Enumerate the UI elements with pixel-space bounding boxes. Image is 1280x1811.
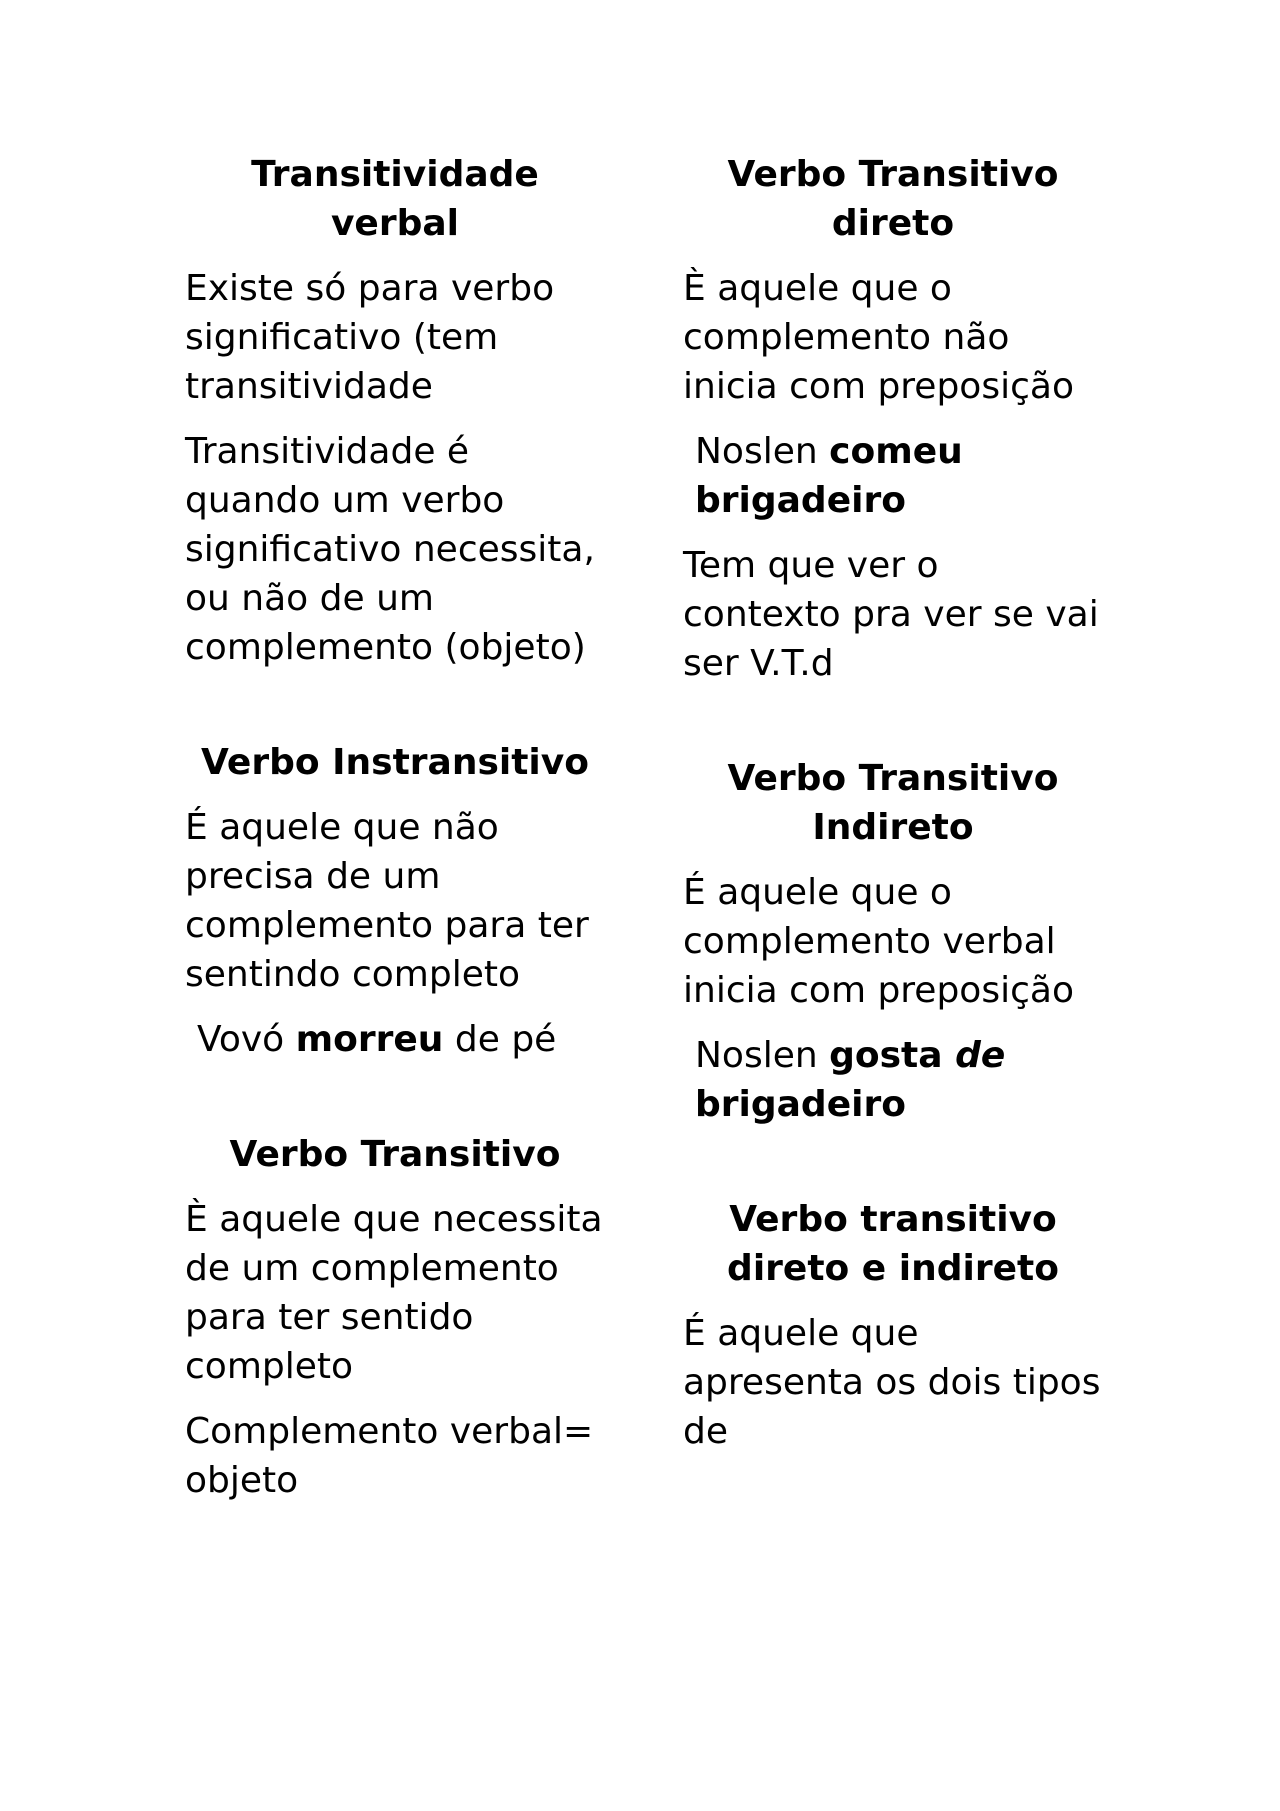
- example-verb: morreu: [295, 1019, 444, 1060]
- example-verb: gosta: [829, 1035, 956, 1076]
- heading-verbo-transitivo: Verbo Transitivo: [229, 1134, 561, 1175]
- paragraph-existe: Existe só para verbo significativo (tem transitividade: [185, 268, 555, 407]
- example-intransitivo: [185, 1015, 605, 1064]
- heading-transitividade-verbal: Transitividade verbal: [251, 154, 539, 244]
- heading-verbo-intransitivo: Verbo Instransitivo: [201, 742, 589, 783]
- example-verb-object: comeu brigadeiro: [695, 431, 963, 521]
- right-column: [683, 150, 1103, 1456]
- example-vti: [683, 1031, 1103, 1129]
- example-vtd: [683, 427, 1103, 525]
- paragraph-transitivo-definicao: È aquele que necessita de um complemento para ter sentido completo: [185, 1199, 603, 1387]
- example-text: Noslen: [695, 431, 830, 472]
- example-object: brigadeiro: [695, 1084, 906, 1125]
- paragraph-vtd-contexto: Tem que ver o contexto pra ver se vai ser V.T.d: [683, 545, 1099, 684]
- paragraph-vtd-definicao: È aquele que o complemento não inicia com preposição: [683, 268, 1074, 407]
- left-column: [185, 150, 605, 1505]
- paragraph-transitividade-definicao: Transitividade é quando um verbo significativo necessita, ou não de um complemento (objeto): [185, 431, 595, 668]
- heading-vti: Verbo Transitivo Indireto: [727, 758, 1059, 848]
- example-preposition: de: [955, 1035, 1006, 1076]
- example-text: Noslen: [695, 1035, 830, 1076]
- example-text: Vovó: [197, 1019, 296, 1060]
- heading-vtdi: Verbo transitivo direto e indireto: [727, 1199, 1059, 1289]
- paragraph-vti-definicao: É aquele que o complemento verbal inicia com preposição: [683, 872, 1074, 1011]
- paragraph-complemento: Complemento verbal= objeto: [185, 1411, 594, 1501]
- heading-vtd: Verbo Transitivo direto: [727, 154, 1059, 244]
- example-text: de pé: [443, 1019, 557, 1060]
- paragraph-vtdi-definicao: É aquele que apresenta os dois tipos de: [683, 1313, 1101, 1452]
- paragraph-intransitivo-definicao: É aquele que não precisa de um complemento para ter sentindo completo: [185, 807, 589, 995]
